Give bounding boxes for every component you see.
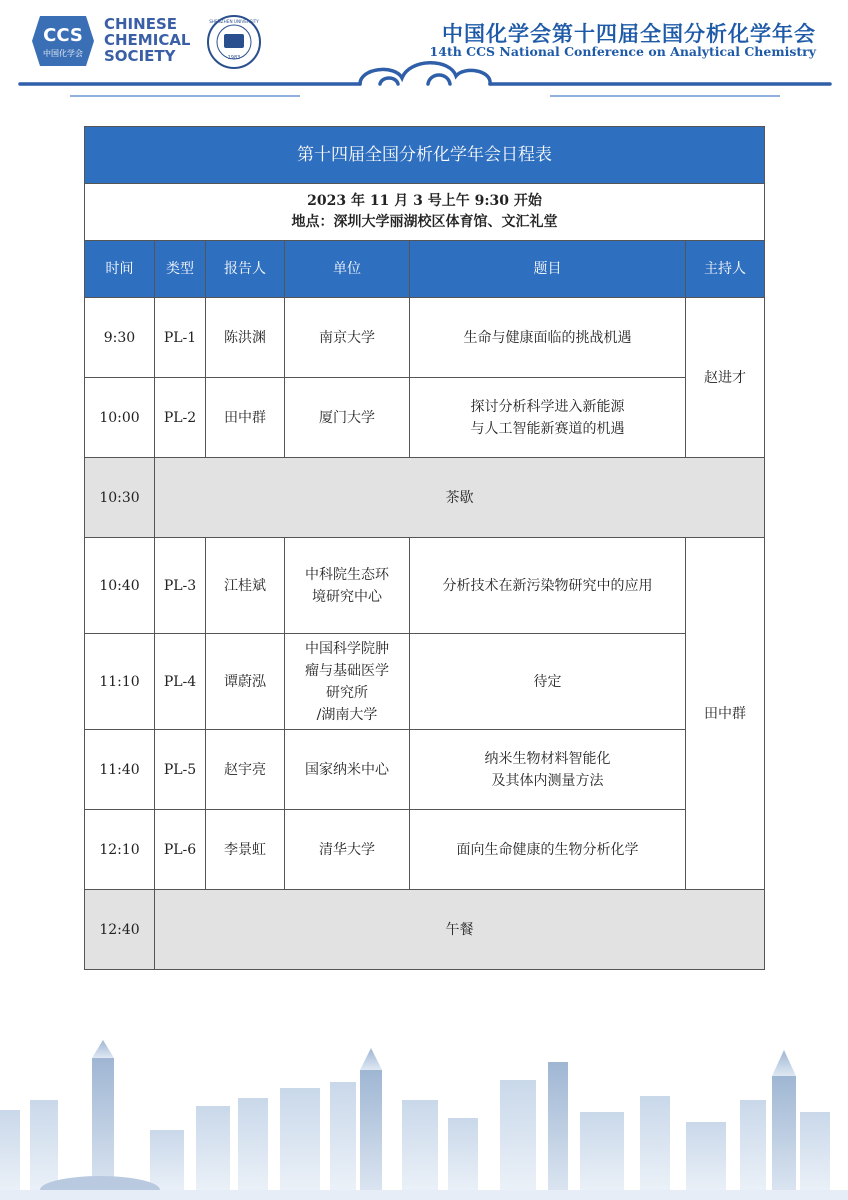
break-row (85, 890, 765, 970)
type-cell: PL-6 (155, 810, 206, 890)
unit-cell (285, 634, 410, 730)
schedule-info (85, 184, 765, 241)
speaker-cell: 田中群 (206, 378, 285, 458)
society-line-3: SOCIETY (104, 47, 176, 65)
break-label-cell: 茶歇 (155, 458, 765, 538)
speaker-cell: 江桂斌 (206, 538, 285, 634)
unit-cell (285, 538, 410, 634)
table-row (85, 298, 765, 378)
table-row (85, 730, 765, 810)
conference-title: 中国化学会第十四届全国分析化学年会 (442, 22, 816, 46)
type-cell: PL-5 (155, 730, 206, 810)
time-cell: 10:00 (85, 378, 155, 458)
unit-cell: 厦门大学 (285, 378, 410, 458)
schedule-title: 第十四届全国分析化学年会日程表 (85, 127, 765, 184)
topic-line: 与人工智能新赛道的机遇 (470, 420, 625, 437)
topic-line: 探讨分析科学进入新能源 (470, 398, 625, 415)
column-header-row (85, 241, 765, 298)
break-row (85, 458, 765, 538)
unit-cell: 南京大学 (285, 298, 410, 378)
col-header-type: 类型 (155, 241, 206, 298)
start-time-text: 2023 年 11 月 3 号上午 9:30 开始 (307, 193, 542, 209)
col-header-time: 时间 (85, 241, 155, 298)
page-header (0, 0, 848, 100)
break-label-cell: 午餐 (155, 890, 765, 970)
break-time-cell: 10:30 (85, 458, 155, 538)
unit-cell: 清华大学 (285, 810, 410, 890)
seal-year: 1983 (227, 55, 241, 61)
host-cell: 赵进才 (686, 298, 765, 458)
topic-line: 纳米生物材料智能化 (484, 750, 611, 767)
table-row (85, 634, 765, 730)
host-cell: 田中群 (686, 538, 765, 890)
col-header-host: 主持人 (686, 241, 765, 298)
time-cell: 10:40 (85, 538, 155, 634)
table-row (85, 810, 765, 890)
topic-cell: 面向生命健康的生物分析化学 (410, 810, 686, 890)
time-cell: 11:10 (85, 634, 155, 730)
logo-abbr: CCS (43, 25, 83, 46)
col-header-topic: 题目 (410, 241, 686, 298)
table-info-row (85, 184, 765, 241)
table-row (85, 538, 765, 634)
topic-cell: 生命与健康面临的挑战机遇 (410, 298, 686, 378)
topic-cell (410, 730, 686, 810)
time-cell: 11:40 (85, 730, 155, 810)
col-header-unit: 单位 (285, 241, 410, 298)
topic-cell: 待定 (410, 634, 686, 730)
speaker-cell: 陈洪渊 (206, 298, 285, 378)
unit-line: 中国科学院肿 (305, 640, 389, 657)
table-title-row (85, 127, 765, 184)
type-cell: PL-2 (155, 378, 206, 458)
speaker-cell: 谭蔚泓 (206, 634, 285, 730)
city-skyline-illustration (0, 1040, 848, 1200)
table-row (85, 378, 765, 458)
society-line-1: CHINESE (104, 15, 177, 33)
unit-line: 研究所 (326, 684, 368, 701)
topic-line: 及其体内测量方法 (491, 772, 604, 789)
seal-text: SHENZHEN UNIVERSITY (209, 19, 259, 24)
logo-sub: 中国化学会 (43, 49, 83, 58)
topic-cell (410, 378, 686, 458)
schedule-table (84, 126, 765, 970)
unit-line: 中科院生态环 (305, 566, 389, 583)
speaker-cell: 赵宇亮 (206, 730, 285, 810)
break-time-cell: 12:40 (85, 890, 155, 970)
type-cell: PL-4 (155, 634, 206, 730)
venue-text: 地点：深圳大学丽湖校区体育馆、文汇礼堂 (291, 214, 558, 230)
unit-cell: 国家纳米中心 (285, 730, 410, 810)
type-cell: PL-3 (155, 538, 206, 634)
unit-line: 境研究中心 (312, 588, 382, 605)
time-cell: 12:10 (85, 810, 155, 890)
topic-cell: 分析技术在新污染物研究中的应用 (410, 538, 686, 634)
cloud-decoration (0, 56, 848, 100)
type-cell: PL-1 (155, 298, 206, 378)
society-line-2: CHEMICAL (104, 31, 191, 49)
unit-line: /湖南大学 (316, 706, 378, 723)
conference-subtitle: 14th CCS National Conference on Analytical Chemistry (429, 44, 816, 59)
speaker-cell: 李景虹 (206, 810, 285, 890)
time-cell: 9:30 (85, 298, 155, 378)
col-header-speaker: 报告人 (206, 241, 285, 298)
unit-line: 瘤与基础医学 (305, 662, 389, 679)
